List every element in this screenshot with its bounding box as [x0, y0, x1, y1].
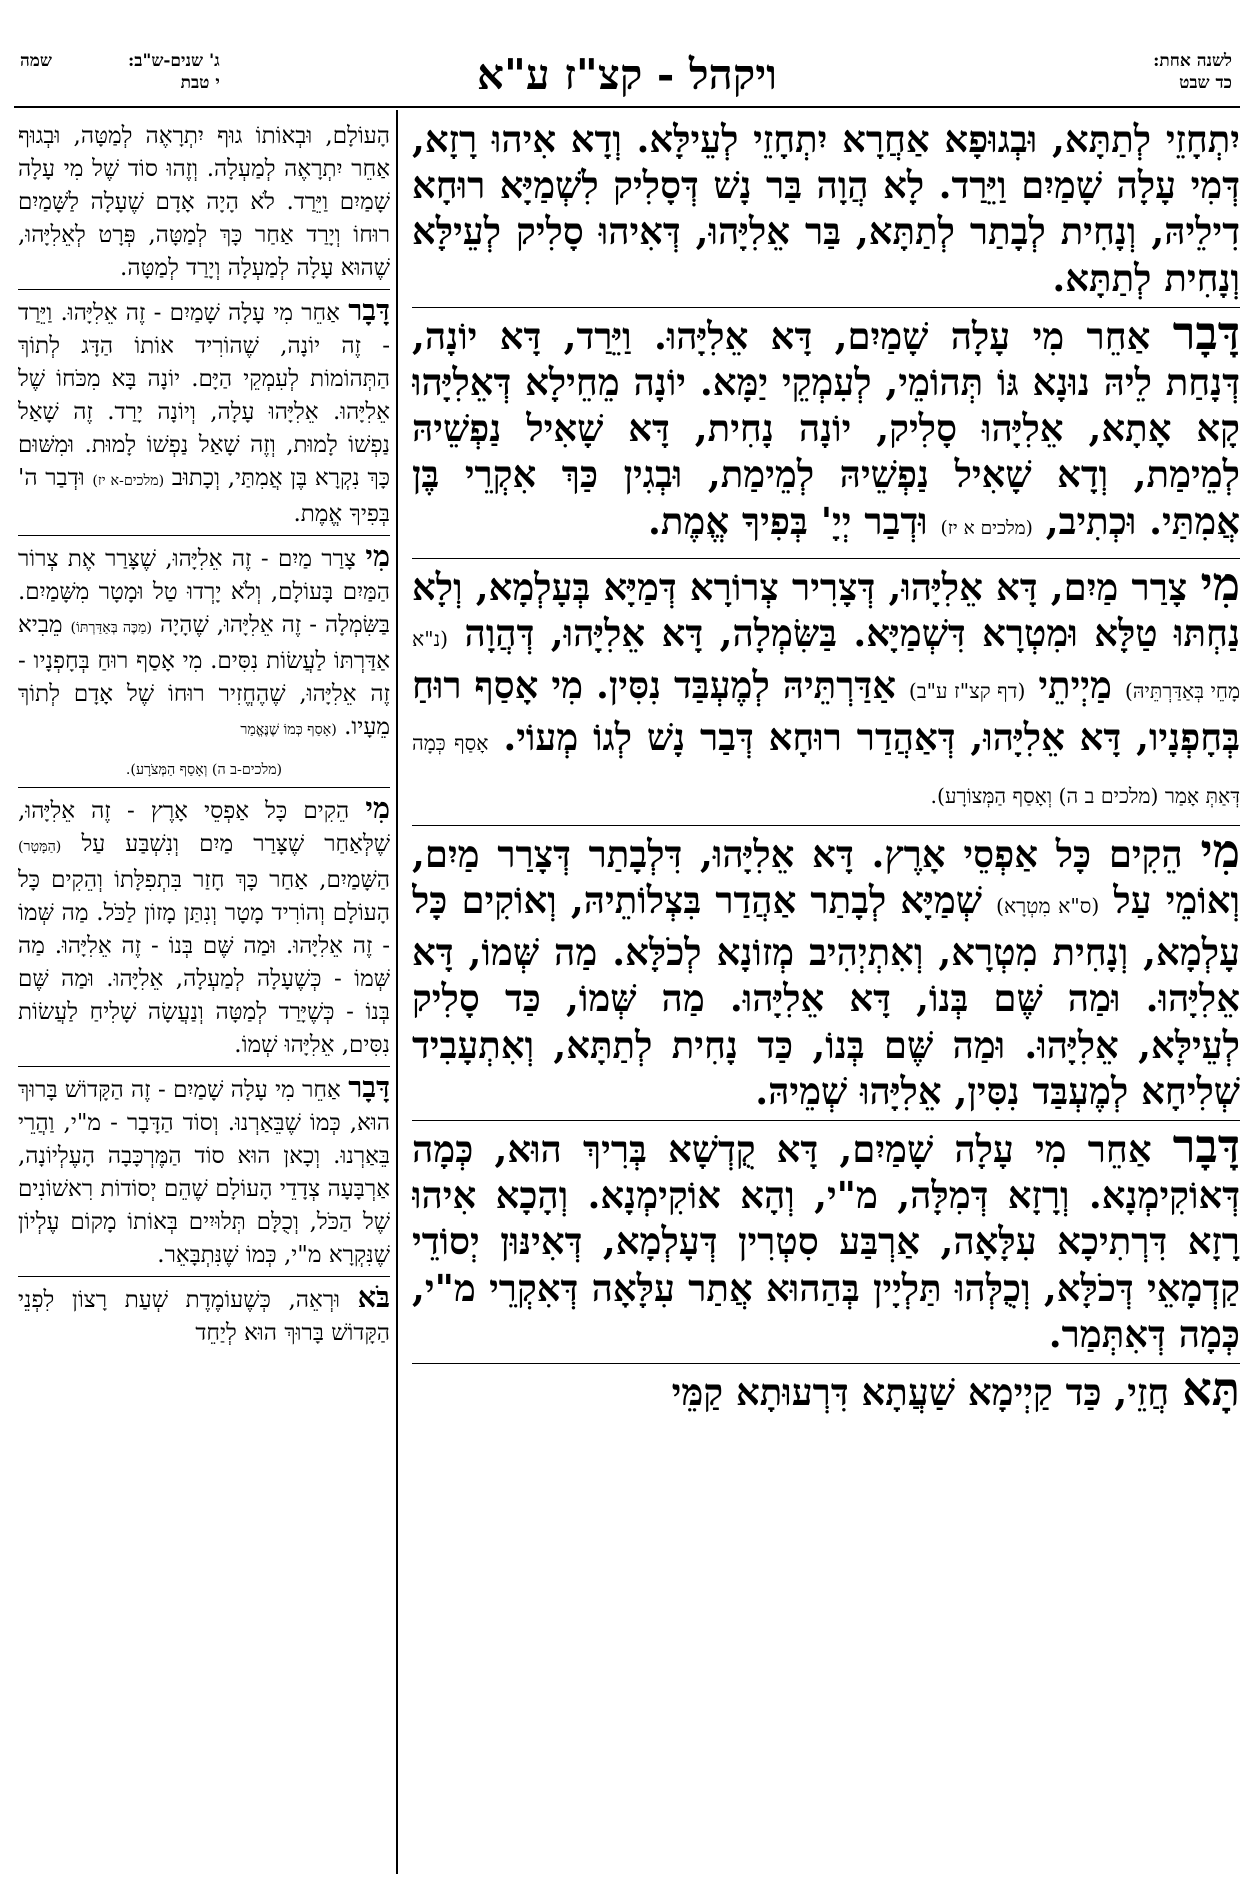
main-paragraph-3: [412, 556, 1240, 819]
page: [14, 48, 1240, 1874]
scripture-reference: (מלכים-א יז): [92, 473, 165, 489]
side-paragraph-5: [18, 1067, 390, 1272]
gloss-note-end: (מלכים-ב ה) וְאָסַף הַמְּצֹרָע).: [125, 762, 283, 778]
scripture-reference: (מלכים א יז): [940, 517, 1033, 539]
main-p2-text: אַחֵר מִי עָלָה שָׁמַיִם, דָּא אֵלִיָּהוּ. וַיֵּרַד, דָּא יוֹנָה, דְּנָחַת לֵיהּ נוּנָא גּוֹ תְּהוֹמֵי, לְעִמְקֵי יַמָּא. יוֹנָה מֵחֵילָא דְּאֵלִיָּהוּ קָא אָתָא, אֵלִיָּהוּ סָלִיק, יוֹנָה נָחִית, דָּא שָׁאִיל נַפְשֵׁיהּ לְמֵימַת, וְדָא שָׁאִיל נַפְשֵׁיהּ לְמֵימַת, וּבְגִין כַּךְ אִקְרֵי בֶּן אֲמִתַּי. וּכְתִיב,: [412, 313, 1240, 543]
side-s4-text: הֵקִים כָּל אַפְסֵי אָרֶץ - זֶה אֵלִיָּהוּ, שֶׁלְּאַחַר שֶׁצָּרַר מַיִם וְנִשְׁבַּע עַל: [18, 798, 390, 857]
side-s6-text: וּרְאֵה, כְּשֶׁעוֹמֶדֶת שְׁעַת רָצוֹן לִפְנֵי הַקָּדוֹשׁ בָּרוּךְ הוּא לְיַחֵד: [18, 1287, 390, 1346]
main-p4-text-b: שְׁמַיָּא לְבָתַר אַהֲדַר בִּצְלוֹתֵיהּ, וְאוֹקִים כָּל עָלְמָא, וְנָחִית מִטְרָא, וְאִתְיְהִיב מְזוֹנָא לְכֹלָּא. מַה שְּׁמוֹ, דָּא אֵלִיָּהוּ. וּמַה שֶּׁם בְּנוֹ, דָּא אֵלִיָּהוּ. מַה שְּׁמוֹ, כַּד סָלִיק לְעֵילָּא, אֵלִיָּהוּ. וּמַה שֶּׁם בְּנוֹ, כַּד נָחִית לְתַתָּא, וְאִתְעָבִיד שְׁלִיחָא לְמֶעְבַּד נִסִּין, אֵלִיָּהוּ שְׁמֵיהּ.: [412, 878, 1240, 1113]
three-year-cycle-title: ג' שנים-ש"ב:: [128, 51, 220, 71]
side-s2-text: אַחֵר מִי עָלָה שָׁמַיִם - זֶה אֵלִיָּהוּ. וַיֵּרַד - זֶה יוֹנָה, שֶׁהוֹרִיד אוֹתוֹ הַדָּג לְתוֹךְ הַתְּהוֹמוֹת לְעִמְקֵי הַיָּם. יוֹנָה בָּא מִכֹּחוֹ שֶׁל אֵלִיָּהוּ. אֵלִיָּהוּ עָלָה, וְיוֹנָה יָרַד. זֶה שָׁאַל נַפְשׁוֹ לָמוּת, וְזֶה שָׁאַל נַפְשׁוֹ לָמוּת. וּמִשּׁוּם כָּךְ נִקְרָא בֶּן אֲמִתַּי, וְכָתוּב: [18, 300, 390, 491]
one-year-cycle-date: כד שבט: [1179, 73, 1232, 93]
variant-note: (ס"א מִטְרָא): [996, 894, 1100, 919]
side-paragraph-3: [18, 536, 390, 747]
side-paragraph-6: [18, 1277, 390, 1350]
three-year-cycle-date: י טבת: [180, 73, 220, 93]
opening-word: מִי: [1200, 556, 1240, 611]
opening-word: דָּבָר: [1172, 1119, 1240, 1174]
main-p3-text-c: אַדַּרְתֵּיהּ לְמֶעְבַּד נִסִּין. מִי אָסַף רוּחַ בְּחָפְנָיו, דָּא אֵלִיָּהוּ, דְּאַהֲדַר רוּחָא דְּבַר נָשׁ לְגוֹ מְעוֹי.: [412, 663, 1240, 760]
variant-note: (נ"א מָחֵי בְּאַדַּרְתֵּיהּ): [412, 627, 1240, 704]
side-paragraph-2: [18, 290, 390, 531]
opening-word: דָּבָר: [1172, 305, 1240, 360]
variant-note: (מַכֶּה בְּאַדַּרְתּוֹ): [70, 620, 153, 636]
side-s3-text-b: מֵבִיא אַדַּרְתּוֹ לַעֲשׂוֹת נִסִּים. מִי אָסַף רוּחַ בְּחָפְנָיו - זֶה אֵלִיָּהוּ, שֶׁהֶחֱזִיר רוּחוֹ שֶׁל אָדָם לְתוֹךְ מֵעָיו.: [18, 612, 390, 740]
main-paragraph-1: [412, 114, 1240, 301]
side-gloss-line: [18, 751, 390, 787]
side-s5-text: אַחֵר מִי עָלָה שָׁמַיִם - זֶה הַקָּדוֹשׁ בָּרוּךְ הוּא, כְּמוֹ שֶׁבֵּאַרְנוּ. וְסוֹד הַדָּבָר - מ"י, וַהֲרֵי בֵּאַרְנוּ. וְכָאן הוּא סוֹד הַמֶּרְכָּבָה הָעֶלְיוֹנָה, אַרְבָּעָה צְדָדֵי הָעוֹלָם שֶׁהֵם יְסוֹדוֹת רִאשׁוֹנִים שֶׁל הַכֹּל, וְכֻלָּם תְּלוּיִים בְּאוֹתוֹ מָקוֹם עֶלְיוֹן שֶׁנִּקְרָא מ"י, כְּמוֹ שֶׁנִּתְבָּאֵר.: [18, 1077, 390, 1268]
side-s3-text: צָרַר מַיִם - זֶה אֵלִיָּהוּ, שֶׁצָּרַר אֶת צְרוֹר הַמַּיִם בָּעוֹלָם, וְלֹא יָרְדוּ טַל וּמָטָר מִשָּׁמַיִם. בַּשִּׂמְלָה - זֶה אֵלִיָּהוּ, שֶׁהָיָה: [18, 546, 390, 638]
column-divider: [396, 110, 398, 1874]
three-year-cycle-label: [128, 50, 220, 94]
gloss-note: (אָסַף כְּמוֹ שֶׁנֶּאֱמַר: [240, 722, 337, 738]
opening-word: מִי: [365, 539, 390, 573]
opening-word: דָּבָר: [348, 1070, 390, 1104]
main-p3-text: צָרַר מַיִם, דָּא אֵלִיָּהוּ, דְּצָרִיר צְרוֹרָא דְּמַיָּא בְּעָלְמָא, וְלָא נַחְתּוּ טַלָּא וּמִטְרָא דִּשְׁמַיָּא. בַּשִּׂמְלָה, דָּא אֵלִיָּהוּ, דְּהֲוָה: [412, 564, 1240, 656]
main-p3-text-b: מַיְיתֵי: [1038, 663, 1125, 708]
translation-column: [18, 116, 390, 1874]
folio-marker: (דף קצ"ז ע"ב): [908, 679, 1026, 704]
main-p6-text: חֲזֵי, כַּד קַיְימָא שַׁעֲתָא דִּרְעוּתָא קַמֵּי: [671, 1370, 1183, 1415]
main-p4-text: הֵקִים כָּל אַפְסֵי אָרֶץ. דָּא אֵלִיָּהוּ, דִּלְבָתַר דְּצָרַר מַיִם, וְאוֹמֵי עַל: [412, 831, 1240, 923]
opening-word: מִי: [365, 791, 390, 825]
side-paragraph-4: [18, 788, 390, 1062]
main-p5-text: אַחֵר מִי עָלָה שָׁמַיִם, דָּא קֻדְשָׁא בְּרִיךְ הוּא, כְּמָה דְּאוֹקִימְנָא. וְרָזָא דְּמִלָּה, מ"י, וְהָא אוֹקִימְנָא. וְהָכָא אִיהוּ רָזָא דִּרְתִיכָא עִלָּאָה, אַרְבַּע סִטְרִין דְּעָלְמָא, דְּאִינּוּן יְסוֹדֵי קַדְמָאֵי דְּכֹלָּא, וְכֻלְּהוּ תַּלְיָין בְּהַהוּא אֲתַר עִלָּאָה דְּאִקְרֵי מ"י, כְּמָה דְּאִתְּמַר.: [412, 1127, 1240, 1356]
side-paragraph-1: [18, 116, 390, 285]
main-text-column: [412, 114, 1240, 1874]
main-paragraph-5: [412, 1121, 1240, 1357]
side-s1-text: הָעוֹלָם, וּבְאוֹתוֹ גוּף יִתְרָאֶה לְמַטָּה, וּבְגוּף אַחֵר יִתְרָאֶה לְמַעְלָה. וְזֶהוּ סוֹד שֶׁל מִי עָלָה שָׁמַיִם וַיֵּרַד. לֹא הָיָה אָדָם שֶׁעָלָה לַשָּׁמַיִם רוּחוֹ וְיָרַד אַחַר כָּךְ לְמַטָּה, פְּרָט לְאֵלִיָּהוּ, שֶׁהוּא עָלָה לְמַעְלָה וְיָרַד לְמַטָּה.: [18, 123, 390, 281]
main-p2-end: וּדְבַר יְיָ' בְּפִיךָ אֱמֶת.: [647, 498, 941, 543]
side-s4-text-b: הַשָּׁמַיִם, אַחַר כָּךְ חָזַר בִּתְפִלָּתוֹ וְהֵקִים כָּל הָעוֹלָם וְהוֹרִיד מָטָר וְנִתַּן מָזוֹן לַכֹּל. מַה שְּׁמוֹ - זֶה אֵלִיָּהוּ. וּמַה שֶּׁם בְּנוֹ - זֶה אֵלִיָּהוּ. מַה שְּׁמוֹ - כְּשֶׁעָלָה לְמַעְלָה, אֵלִיָּהוּ. וּמַה שֶּׁם בְּנוֹ - כְּשֶׁיָּרַד לְמַטָּה וְנַעֲשָׂה שָׁלִיחַ לַעֲשׂוֹת נִסִּים, אֵלִיָּהוּ שְׁמוֹ.: [18, 867, 390, 1058]
main-paragraph-2: [412, 305, 1240, 552]
variant-note: (הַמָּטָר): [18, 839, 62, 855]
page-title: ויקהל - קצ"ז ע"א: [476, 50, 778, 99]
one-year-cycle-title: לשנה אחת:: [1153, 51, 1232, 71]
header-divider: [14, 106, 1240, 108]
opening-word: מִי: [1200, 823, 1240, 878]
parsha-label: שמה: [20, 51, 52, 71]
opening-word: בֹּא: [357, 1280, 390, 1314]
opening-word: תָּא: [1182, 1362, 1240, 1417]
page-header: [14, 48, 1240, 106]
main-paragraph-4: [412, 823, 1240, 1114]
side-s2-end: וּדְבַר ה' בְּפִיךָ אֱמֶת.: [18, 465, 390, 527]
gloss-note: אָסַף כְּמָה דְּאַתְּ אָמַר (מלכים ב ה) וְאָסַף הַמְּצוֹרָע).: [412, 731, 1240, 808]
main-p1-text: יִתְחָזֵי לְתַתָּא, וּבְגוּפָא אַחֲרָא יִתְחָזֵי לְעֵילָּא. וְדָא אִיהוּ רָזָא, דְּמִי עָלָה שָׁמַיִם וַיֵּרַד. לָא הֲוָה בַּר נָשׁ דְּסָלִיק לִשְׁמַיָּא רוּחָא דִילֵיהּ, וְנָחִית לְבָתַר לְתַתָּא, בַּר אֵלִיָּהוּ, דְּאִיהוּ סָלִיק לְעֵילָּא וְנָחִית לְתַתָּא.: [412, 117, 1240, 300]
opening-word: דָּבָר: [348, 293, 390, 327]
main-paragraph-6: [412, 1364, 1240, 1415]
